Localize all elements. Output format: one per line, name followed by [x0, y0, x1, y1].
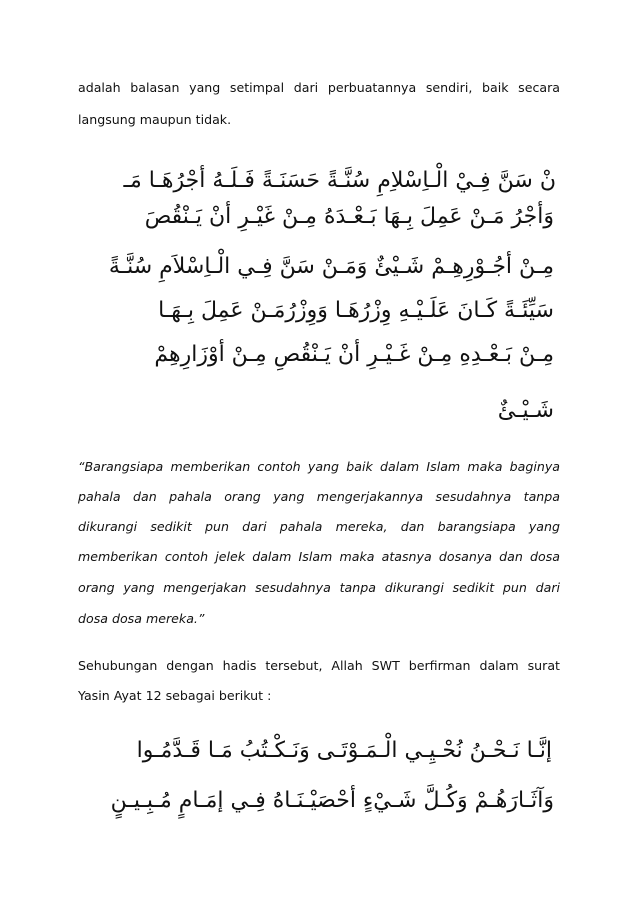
translation-line-6: dosa dosa mereka.” — [78, 611, 205, 626]
translation-line-4: memberikan contoh jelek dalam Islam maka atasnya dosanya dan dosa — [78, 549, 560, 564]
hadith-arabic-line-5: مِـنْ بَـعْـدِهِ مِـنْ غَـيْـرِ أنْ يَـنْقُصِ مِـنْ أوْزَارِهِمْ — [154, 342, 554, 367]
hadith-arabic-line-4: سَيِّئَـةً كَـانَ عَلَـيْـهِ وِزْرُهَـا وَوِزْرُمَـنْ عَمِلَ بِـهَـا — [158, 298, 554, 323]
transition-line-1: Sehubungan dengan hadis tersebut, Allah SWT berfirman dalam surat — [78, 658, 560, 673]
verse-arabic-line-2: وَآثَـارَهُـمْ وَكُـلَّ شَـيْءٍ أحْصَيْـنَـاهُ فِـي إمَـامٍ مُـبِـيـنٍ — [110, 788, 554, 813]
translation-line-3: dikurangi sedikit pun dari pahala mereka, dan barangsiapa yang — [78, 519, 560, 534]
transition-line-2: Yasin Ayat 12 sebagai berikut : — [78, 688, 272, 703]
intro-line-1: adalah balasan yang setimpal dari perbuatannya sendiri, baik secara — [78, 80, 560, 95]
hadith-arabic-line-2: وَأجْرُ مَـنْ عَمِلَ بِـهَا بَـعْـدَهُ مِـنْ غَيْـرِ أنْ يَـنْقُصَ — [144, 204, 554, 229]
translation-line-1: “Barangsiapa memberikan contoh yang baik dalam Islam maka baginya — [78, 459, 560, 474]
hadith-arabic-line-6: شَـيْـئٌ — [497, 398, 554, 423]
translation-line-5: orang yang mengerjakan sesudahnya tanpa dikurangi sedikit pun dari — [78, 580, 560, 595]
verse-arabic-line-1: إنَّـا نَـحْـنُ نُحْـيِـي الْـمَـوْتَـى وَنَـكْـتُبُ مَـا قَـدَّمُـوا — [136, 738, 552, 763]
hadith-arabic-line-1: نْ سَنَّ فِـيْ الْـاِسْلاِمِ سُنَّـةً حَسَنَـةً فَـلَـهُ أجْرُهَـا مَـ — [123, 168, 556, 193]
translation-line-2: pahala dan pahala orang yang mengerjakannya sesudahnya tanpa — [78, 489, 560, 504]
hadith-arabic-line-3: مِـنْ أجُـوْرِهِـمْ شَـيْئٌ وَمَـنْ سَنَّ فِـي الْـاِسْلاَمِ سُنَّـةً — [108, 254, 554, 279]
intro-line-2: langsung maupun tidak. — [78, 112, 232, 127]
